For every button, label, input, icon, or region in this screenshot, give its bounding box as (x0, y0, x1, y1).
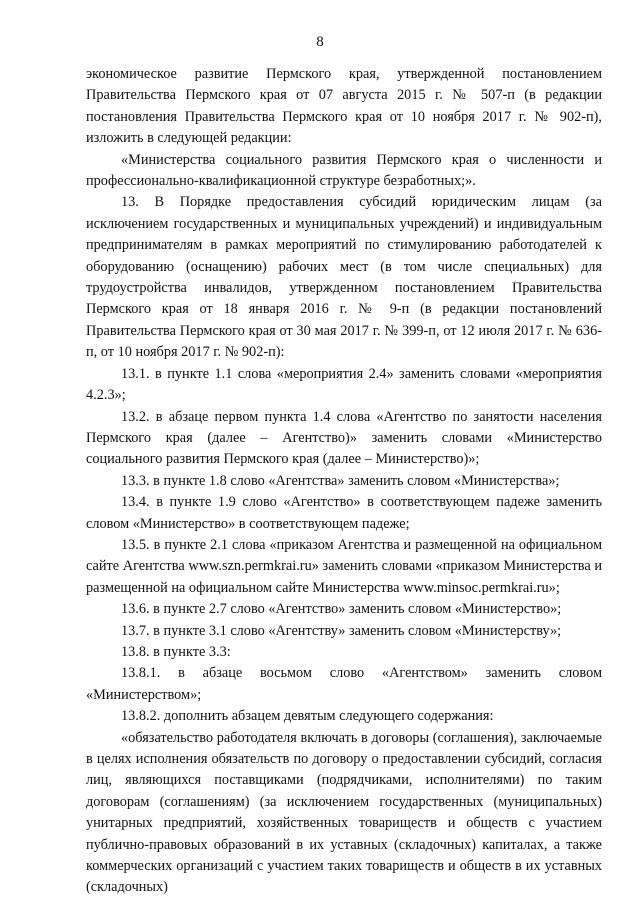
paragraph-item-13: 13. В Порядке предоставления субсидий юридическим лицам (за исключением государственных и муниципальных учреждений) и индивидуальным предпринимателям в рамках мероприятий по стимулированию работодателей к оборудованию (оснащению) рабочих мест (в том числе специальных) для трудоустройства инвалидов, утвержденном постановлением Правительства Пермского края от 18 января 2016 г. № 9-п (в редакции постановлений Правительства Пермского края от 30 мая 2017 г. № 399-п, от 12 июля 2017 г. № 636-п, от 10 ноября 2017 г. № 902-п): (86, 194, 602, 361)
paragraph-item-13-5: 13.5. в пункте 2.1 слова «приказом Агентства и размещенной на официальном сайте Агентства www.szn.permkrai.ru» заменить словами «приказом Министерства и размещенной на официальном сайте Министерства www.minsoc.permkrai.ru»; (86, 536, 602, 596)
paragraph-intro: экономическое развитие Пермского края, утвержденной постановлением Правительства Пермского края от 07 августа 2015 г. № 507-п (в редакции постановления Правительства Пермского края от 10 ноября 2017 г. № 902-п), изложить в следующей редакции: (86, 66, 602, 147)
paragraph-item-13-4: 13.4. в пункте 1.9 слово «Агентство» в соответствующем падеже заменить словом «Министерство» в соответствующем падеже; (86, 494, 602, 532)
paragraph-item-13-1: 13.1. в пункте 1.1 слова «мероприятия 2.4» заменить словами «мероприятия 4.2.3»; (86, 365, 602, 404)
paragraph-item-13-3: 13.3. в пункте 1.8 слово «Агентства» заменить словом «Министерства»; (121, 472, 560, 489)
paragraph-item-13-8-1: 13.8.1. в абзаце восьмом слово «Агентством» заменить словом «Министерством»; (86, 665, 602, 703)
paragraph-item-13-6: 13.6. в пункте 2.7 слово «Агентство» заменить словом «Министерство»; (121, 601, 562, 618)
document-body (86, 64, 602, 899)
paragraph-item-13-7: 13.7. в пункте 3.1 слово «Агентству» заменить словом «Министерству»; (121, 622, 562, 639)
page-number: 8 (316, 34, 324, 50)
paragraph-item-13-8: 13.8. в пункте 3.3: (121, 643, 231, 660)
paragraph-quote-obligation: «обязательство работодателя включать в договоры (соглашения), заключаемые в целях исполнения обязательств по договору о предоставлении субсидий, согласия лиц, являющихся поставщиками (подрядчиками, исполнителями) по таким договорам (соглашениям) (за исключением государственных (муниципальных) унитарных предприятий, хозяйственных товариществ и обществ с участием публично-правовых образований в их уставных (складочных) капиталах, а также коммерческих организаций с участием таких товариществ и обществ в их уставных (складочных) (86, 729, 602, 896)
paragraph-item-13-8-2: 13.8.2. дополнить абзацем девятым следующего содержания: (121, 708, 494, 725)
paragraph-item-13-2: 13.2. в абзаце первом пункта 1.4 слова «Агентство по занятости населения Пермского края (далее – Агентство)» заменить словами «Министерство социального развития Пермского края (далее – Министерство)»; (86, 408, 602, 468)
paragraph-quote-ministry: «Министерства социального развития Пермского края о численности и профессионально-квалификационной структуре безработных;». (86, 151, 602, 190)
